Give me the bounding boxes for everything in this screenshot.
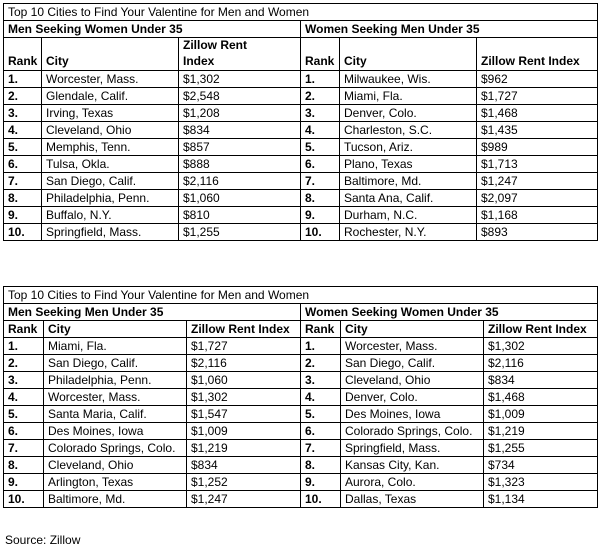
section-heading-women-seeking-men: Women Seeking Men Under 35 — [301, 21, 598, 38]
table-row — [4, 423, 598, 440]
rank-cell: 9. — [4, 207, 42, 224]
city-cell: Plano, Texas — [340, 156, 477, 173]
table-row — [4, 122, 598, 139]
rent-index-cell: $1,727 — [187, 338, 301, 355]
table-row — [4, 156, 598, 173]
city-cell: San Diego, Calif. — [42, 173, 179, 190]
rent-index-cell: $1,168 — [477, 207, 598, 224]
table-row — [4, 338, 598, 355]
section-heading-women-seeking-women: Women Seeking Women Under 35 — [301, 304, 598, 321]
city-cell: Cleveland, Ohio — [44, 457, 187, 474]
rent-index-cell: $1,247 — [477, 173, 598, 190]
city-cell: Colorado Springs, Colo. — [44, 440, 187, 457]
rank-cell: 1. — [4, 71, 42, 88]
rent-index-cell: $1,255 — [484, 440, 598, 457]
rank-cell: 3. — [301, 105, 340, 122]
column-header-rank: Rank — [301, 54, 340, 71]
rent-index-cell: $1,255 — [179, 224, 301, 241]
rank-cell: 5. — [4, 406, 44, 423]
rank-cell: 4. — [301, 122, 340, 139]
column-header-city: City — [341, 321, 484, 338]
city-cell: Buffalo, N.Y. — [42, 207, 179, 224]
rank-cell: 4. — [301, 389, 341, 406]
rank-cell: 10. — [301, 491, 341, 508]
column-header-city: City — [340, 54, 477, 71]
city-cell: Denver, Colo. — [340, 105, 477, 122]
table-row — [4, 457, 598, 474]
city-cell: Cleveland, Ohio — [42, 122, 179, 139]
city-cell: Arlington, Texas — [44, 474, 187, 491]
table-row — [4, 224, 598, 241]
rank-cell: 7. — [4, 173, 42, 190]
rent-index-cell: $2,116 — [484, 355, 598, 372]
rank-cell: 4. — [4, 122, 42, 139]
city-cell: Denver, Colo. — [341, 389, 484, 406]
rent-index-cell: $1,060 — [187, 372, 301, 389]
rent-index-cell: $1,713 — [477, 156, 598, 173]
city-cell: Cleveland, Ohio — [341, 372, 484, 389]
rank-cell: 2. — [4, 355, 44, 372]
rank-cell: 7. — [4, 440, 44, 457]
table-row — [4, 355, 598, 372]
rank-cell: 9. — [4, 474, 44, 491]
rank-cell: 7. — [301, 173, 340, 190]
rent-index-cell: $1,323 — [484, 474, 598, 491]
valentine-table-2 — [3, 286, 598, 508]
city-cell: Des Moines, Iowa — [341, 406, 484, 423]
rank-cell: 10. — [301, 224, 340, 241]
table-row — [4, 372, 598, 389]
column-header-index: Zillow Rent Index — [477, 54, 598, 71]
column-header-index: Zillow Rent Index — [484, 321, 598, 338]
rent-index-cell: $810 — [179, 207, 301, 224]
rent-index-cell: $1,252 — [187, 474, 301, 491]
column-header-rank: Rank — [301, 321, 341, 338]
column-header-city: City — [42, 54, 179, 71]
rank-cell: 6. — [301, 156, 340, 173]
table-row — [4, 139, 598, 156]
rank-cell: 5. — [4, 139, 42, 156]
source-note: Source: Zillow — [5, 533, 81, 547]
rank-cell: 8. — [4, 457, 44, 474]
table-row — [4, 440, 598, 457]
city-cell: Charleston, S.C. — [340, 122, 477, 139]
city-cell: Kansas City, Kan. — [341, 457, 484, 474]
city-cell: Worcester, Mass. — [341, 338, 484, 355]
rank-cell: 3. — [4, 105, 42, 122]
table-row — [4, 71, 598, 88]
city-cell: Worcester, Mass. — [44, 389, 187, 406]
rent-index-cell: $857 — [179, 139, 301, 156]
table-row — [4, 474, 598, 491]
rent-index-cell: $1,208 — [179, 105, 301, 122]
rank-cell: 10. — [4, 491, 44, 508]
section-heading-men-seeking-men: Men Seeking Men Under 35 — [4, 304, 301, 321]
table-row — [4, 105, 598, 122]
column-header-city: City — [44, 321, 187, 338]
table-row — [4, 88, 598, 105]
table-title: Top 10 Cities to Find Your Valentine for Men and Women — [4, 287, 598, 304]
city-cell: Dallas, Texas — [341, 491, 484, 508]
city-cell: Baltimore, Md. — [340, 173, 477, 190]
column-header-index: Zillow Rent Index — [187, 321, 301, 338]
column-header-rank: Rank — [4, 321, 44, 338]
rent-index-cell: $1,435 — [477, 122, 598, 139]
city-cell: Milwaukee, Wis. — [340, 71, 477, 88]
rent-index-cell: $1,060 — [179, 190, 301, 207]
rank-cell: 6. — [4, 423, 44, 440]
column-header-index: Zillow Rent — [179, 38, 301, 54]
table-row — [4, 389, 598, 406]
table-row — [4, 406, 598, 423]
valentine-table-1 — [3, 3, 598, 241]
rent-index-cell: $1,219 — [187, 440, 301, 457]
rent-index-cell: $1,134 — [484, 491, 598, 508]
city-cell: Miami, Fla. — [340, 88, 477, 105]
column-header-index: Index — [179, 54, 301, 71]
city-cell: Springfield, Mass. — [42, 224, 179, 241]
rank-cell: 3. — [4, 372, 44, 389]
rank-cell: 6. — [4, 156, 42, 173]
rent-index-cell: $2,097 — [477, 190, 598, 207]
city-cell: Durham, N.C. — [340, 207, 477, 224]
city-cell: Des Moines, Iowa — [44, 423, 187, 440]
rent-index-cell: $1,468 — [477, 105, 598, 122]
rent-index-cell: $1,302 — [484, 338, 598, 355]
rent-index-cell: $989 — [477, 139, 598, 156]
city-cell: Tucson, Ariz. — [340, 139, 477, 156]
rank-cell: 8. — [301, 190, 340, 207]
rent-index-cell: $1,302 — [179, 71, 301, 88]
rank-cell: 2. — [301, 88, 340, 105]
city-cell: Baltimore, Md. — [44, 491, 187, 508]
rank-cell: 1. — [301, 71, 340, 88]
city-cell: Santa Maria, Calif. — [44, 406, 187, 423]
city-cell: Memphis, Tenn. — [42, 139, 179, 156]
rank-cell: 5. — [301, 139, 340, 156]
rank-cell: 3. — [301, 372, 341, 389]
rent-index-cell: $1,302 — [187, 389, 301, 406]
rank-cell: 9. — [301, 207, 340, 224]
table-row — [4, 173, 598, 190]
table-title: Top 10 Cities to Find Your Valentine for Men and Women — [4, 4, 598, 21]
rent-index-cell: $834 — [484, 372, 598, 389]
column-header-rank: Rank — [4, 54, 42, 71]
city-cell: Rochester, N.Y. — [340, 224, 477, 241]
rank-cell: 8. — [301, 457, 341, 474]
rank-cell: 8. — [4, 190, 42, 207]
rent-index-cell: $1,468 — [484, 389, 598, 406]
rent-index-cell: $1,247 — [187, 491, 301, 508]
rank-cell: 6. — [301, 423, 341, 440]
city-cell: Miami, Fla. — [44, 338, 187, 355]
rank-cell: 5. — [301, 406, 341, 423]
rent-index-cell: $1,009 — [484, 406, 598, 423]
table-body — [4, 338, 598, 508]
rent-index-cell: $1,727 — [477, 88, 598, 105]
table-row — [4, 491, 598, 508]
rent-index-cell: $834 — [179, 122, 301, 139]
rent-index-cell: $1,009 — [187, 423, 301, 440]
city-cell: San Diego, Calif. — [341, 355, 484, 372]
city-cell: Santa Ana, Calif. — [340, 190, 477, 207]
rent-index-cell: $1,547 — [187, 406, 301, 423]
city-cell: Colorado Springs, Colo. — [341, 423, 484, 440]
rent-index-cell: $1,219 — [484, 423, 598, 440]
city-cell: San Diego, Calif. — [44, 355, 187, 372]
rank-cell: 10. — [4, 224, 42, 241]
rank-cell: 4. — [4, 389, 44, 406]
table-row — [4, 190, 598, 207]
city-cell: Worcester, Mass. — [42, 71, 179, 88]
city-cell: Irving, Texas — [42, 105, 179, 122]
rank-cell: 1. — [301, 338, 341, 355]
city-cell: Glendale, Calif. — [42, 88, 179, 105]
rank-cell: 1. — [4, 338, 44, 355]
city-cell: Aurora, Colo. — [341, 474, 484, 491]
rent-index-cell: $893 — [477, 224, 598, 241]
table-row — [4, 207, 598, 224]
rent-index-cell: $2,548 — [179, 88, 301, 105]
city-cell: Tulsa, Okla. — [42, 156, 179, 173]
rent-index-cell: $834 — [187, 457, 301, 474]
rank-cell: 2. — [301, 355, 341, 372]
rent-index-cell: $734 — [484, 457, 598, 474]
city-cell: Philadelphia, Penn. — [44, 372, 187, 389]
rent-index-cell: $2,116 — [179, 173, 301, 190]
section-heading-men-seeking-women: Men Seeking Women Under 35 — [4, 21, 301, 38]
rank-cell: 9. — [301, 474, 341, 491]
table-body — [4, 71, 598, 241]
city-cell: Springfield, Mass. — [341, 440, 484, 457]
rank-cell: 7. — [301, 440, 341, 457]
city-cell: Philadelphia, Penn. — [42, 190, 179, 207]
rent-index-cell: $962 — [477, 71, 598, 88]
rent-index-cell: $2,116 — [187, 355, 301, 372]
rank-cell: 2. — [4, 88, 42, 105]
rent-index-cell: $888 — [179, 156, 301, 173]
